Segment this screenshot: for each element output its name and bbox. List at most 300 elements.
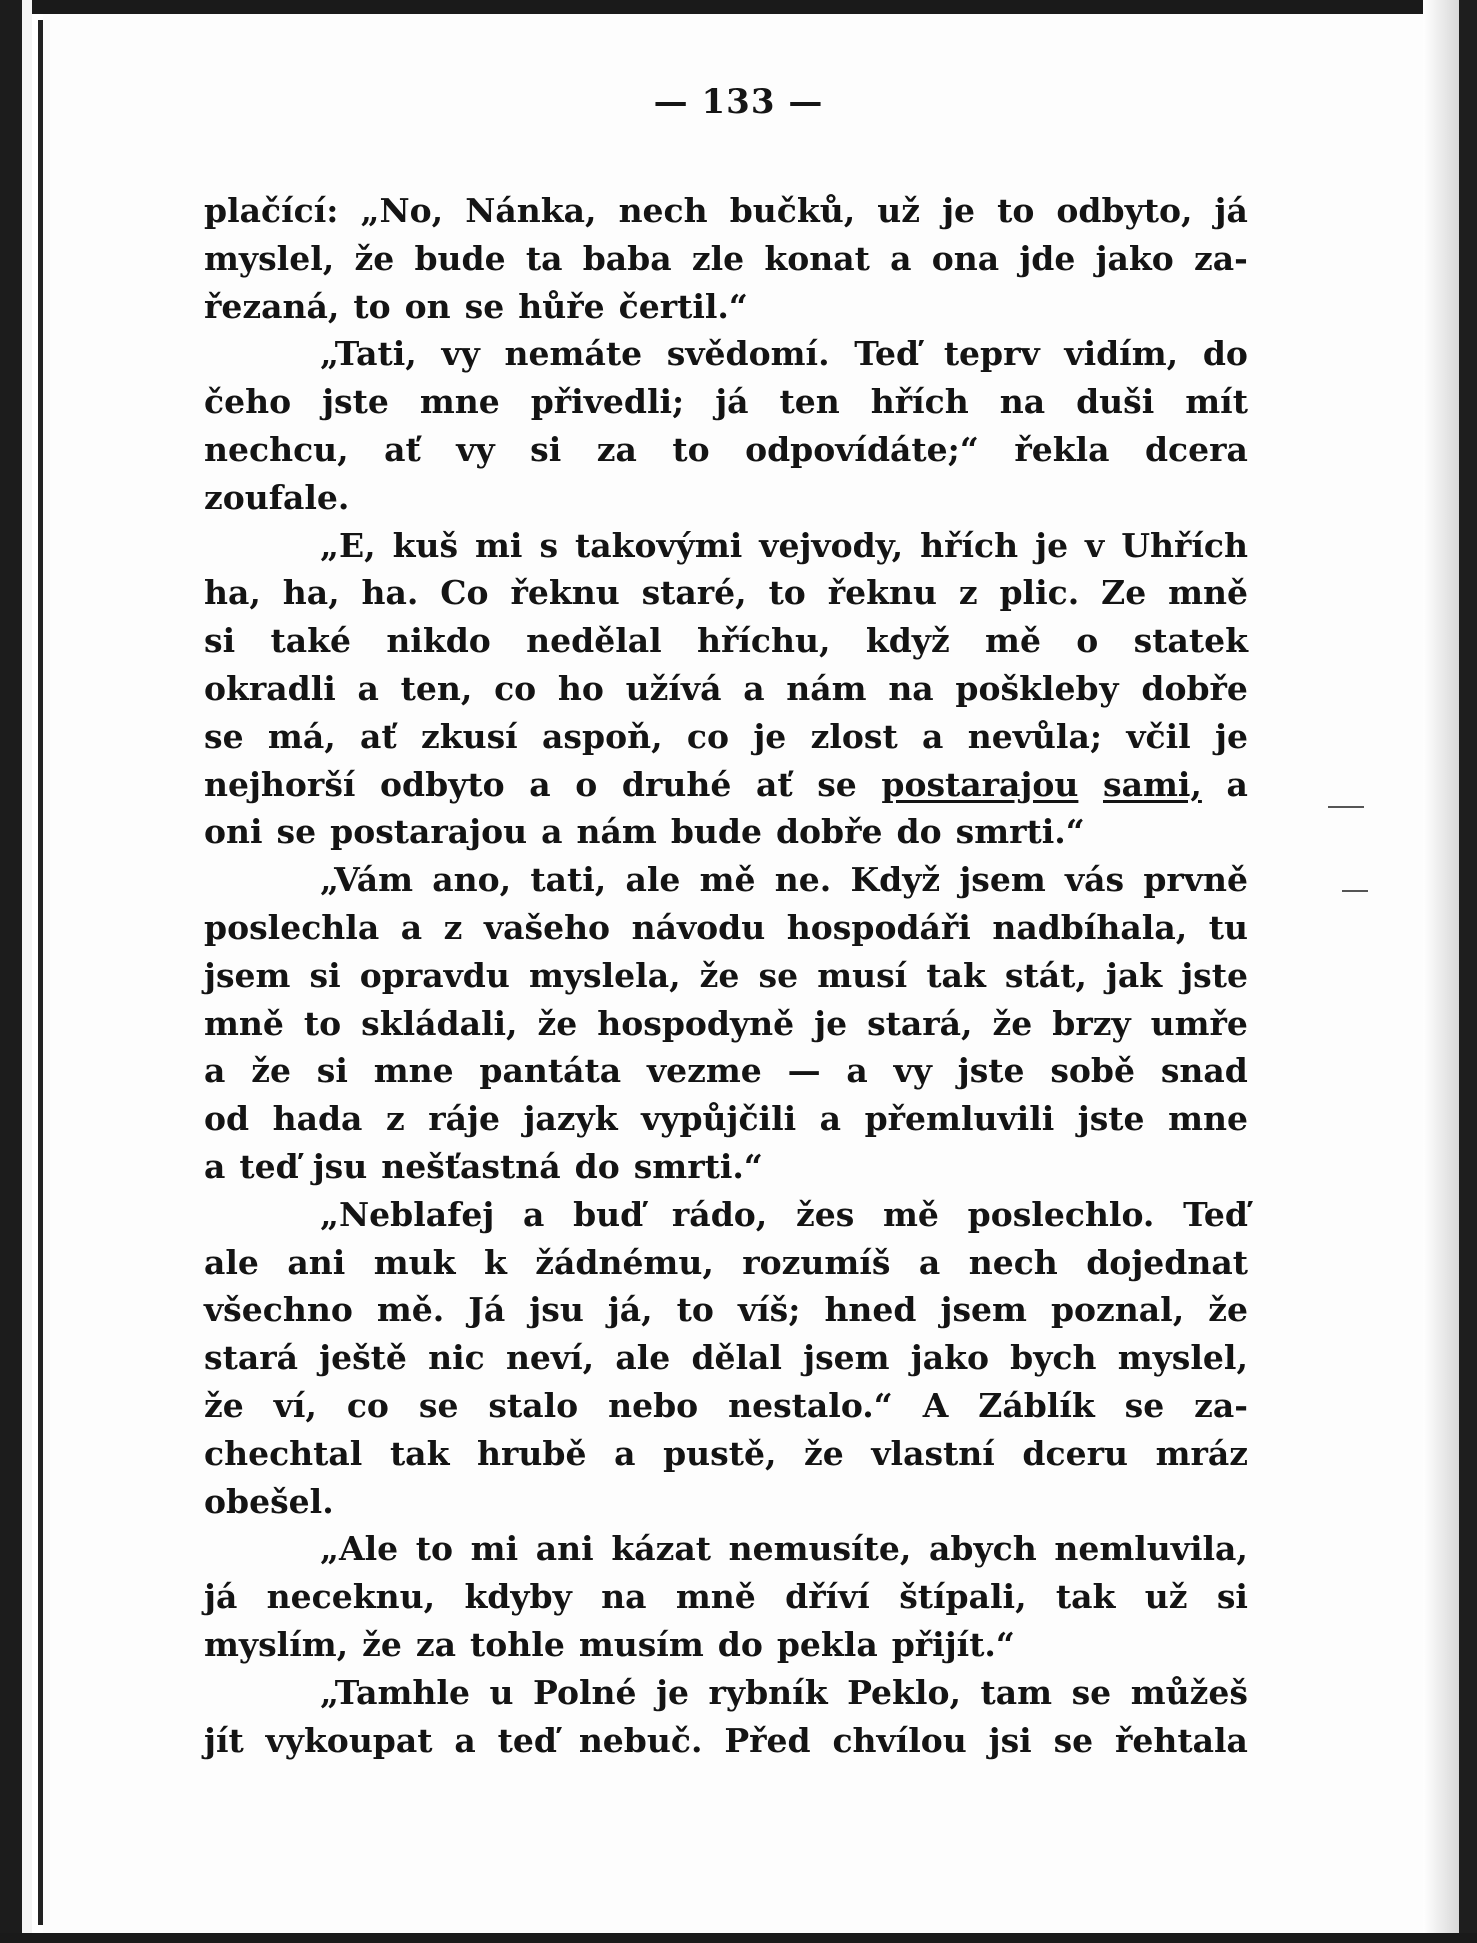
word: řeknu: [827, 573, 937, 613]
word: za-: [1194, 238, 1248, 278]
word: žes: [795, 1194, 855, 1234]
margin-dash: [1342, 890, 1368, 892]
word: Já: [468, 1290, 506, 1330]
word: sami,: [1103, 764, 1202, 804]
word: „Neblafej: [320, 1194, 495, 1234]
text-line: [204, 1573, 1248, 1621]
word: Nánka,: [465, 191, 597, 230]
text-line: [204, 1478, 1248, 1526]
word: smrti.“: [955, 812, 1085, 852]
word: z: [385, 1099, 405, 1139]
word: baba: [582, 238, 672, 278]
word: a: [918, 1242, 941, 1282]
word: hůře: [518, 286, 605, 326]
word: a: [614, 1433, 636, 1473]
word: bych: [1010, 1338, 1097, 1378]
word: že: [1208, 1290, 1248, 1330]
word: jako: [1095, 238, 1174, 278]
word: odbyto: [380, 764, 505, 804]
word: postarajou: [330, 812, 528, 852]
scan-border-left: [0, 0, 22, 1943]
word: přemluvili: [864, 1099, 1055, 1139]
word: k: [483, 1242, 507, 1282]
word: ha,: [282, 573, 340, 613]
word: nic: [428, 1338, 485, 1378]
text-line: [204, 1382, 1248, 1430]
word: opravdu: [359, 955, 510, 995]
word: dělal: [691, 1338, 782, 1378]
word: jako: [910, 1338, 989, 1378]
word: ten: [779, 382, 840, 422]
word: duši: [1076, 382, 1155, 422]
word: hříchu,: [697, 621, 831, 661]
word: a: [204, 1051, 226, 1091]
text-line: [204, 187, 1248, 235]
word: mě: [985, 621, 1041, 661]
text-line: [204, 330, 1248, 378]
word: už: [877, 191, 921, 230]
word: mi: [475, 525, 523, 565]
word: a: [922, 716, 944, 756]
word: mně: [204, 1003, 284, 1043]
word: že: [992, 1003, 1033, 1043]
word: zoufale.: [204, 477, 350, 517]
word: za-: [1194, 1385, 1248, 1425]
word: jsu: [529, 1290, 584, 1330]
text-line: [204, 1000, 1248, 1048]
body-text: [204, 187, 1248, 1764]
word: a: [454, 1720, 476, 1760]
word: mne: [373, 1051, 454, 1091]
word: rádo,: [671, 1194, 768, 1234]
text-line: [204, 1669, 1248, 1717]
word: a: [819, 1099, 842, 1139]
word: z: [443, 907, 463, 947]
word: mě.: [376, 1290, 445, 1330]
word: mne: [419, 382, 500, 422]
text-line: [204, 569, 1248, 617]
word: chechtal: [204, 1433, 363, 1473]
word: dobře: [1141, 668, 1248, 708]
word: nedělal: [526, 621, 662, 661]
word: vykoupat: [265, 1720, 433, 1760]
word: teď: [497, 1720, 557, 1760]
word: musí: [817, 955, 908, 995]
text-line: [204, 522, 1248, 570]
word: ne.: [774, 860, 832, 900]
word: nech: [618, 191, 708, 230]
word: vy: [441, 334, 480, 374]
word: ani: [535, 1529, 594, 1569]
word: tohle: [470, 1624, 565, 1664]
word: stalo: [488, 1385, 579, 1425]
scan-border-right: [1459, 0, 1477, 1943]
word: stát,: [1004, 955, 1087, 995]
word: vezme: [646, 1051, 762, 1091]
word: hřích: [920, 525, 1019, 565]
word: „Vám: [320, 860, 414, 900]
word: nemusíte,: [728, 1529, 912, 1569]
word: zkusí: [421, 716, 518, 756]
word: zle: [691, 238, 745, 278]
word: buď: [573, 1194, 644, 1234]
word: už: [1144, 1577, 1188, 1617]
word: myslel,: [204, 238, 335, 278]
text-line: [204, 713, 1248, 761]
word: víš;: [737, 1290, 801, 1330]
word: že: [354, 238, 395, 278]
word: se: [817, 764, 857, 804]
word: plačící:: [204, 191, 339, 230]
word: jak: [1105, 955, 1163, 995]
word: to: [997, 191, 1035, 230]
word: poznal,: [1050, 1290, 1185, 1330]
page-edge-shadow: [1423, 0, 1459, 1943]
word: kuš: [392, 525, 459, 565]
word: o: [575, 764, 598, 804]
word: se: [276, 812, 317, 852]
word: za: [596, 429, 637, 469]
word: a: [522, 1194, 545, 1234]
word: včil: [1126, 716, 1191, 756]
word: ještě: [319, 1338, 407, 1378]
word: s: [539, 525, 559, 565]
word: pošklebу: [955, 668, 1120, 708]
word: dceru: [1022, 1433, 1128, 1473]
word: vejvody,: [759, 525, 904, 565]
word: muk: [373, 1242, 456, 1282]
word: tam: [980, 1672, 1053, 1712]
word: ta: [525, 238, 563, 278]
word: to: [303, 1003, 342, 1043]
word: za: [415, 1624, 457, 1664]
word: nevůla;: [967, 716, 1103, 756]
word: dojednat: [1086, 1242, 1248, 1282]
word: bučků,: [729, 191, 856, 230]
word: bude: [670, 812, 762, 852]
word: poslechla: [204, 907, 380, 947]
word: co: [346, 1385, 389, 1425]
word: a: [1226, 764, 1248, 804]
word: neví,: [505, 1338, 595, 1378]
word: hospodyně: [597, 1003, 795, 1043]
word: nestalo.“: [728, 1385, 893, 1425]
word: prvně: [1143, 860, 1248, 900]
word: mě: [699, 860, 756, 900]
word: si: [530, 429, 562, 469]
word: já,: [607, 1290, 653, 1330]
word: do: [1202, 334, 1248, 374]
text-line: [204, 1334, 1248, 1382]
word: hospodáři: [786, 907, 971, 947]
word: se: [1071, 1672, 1112, 1712]
word: rozumíš: [742, 1242, 891, 1282]
word: vy: [893, 1051, 932, 1091]
word: pantáta: [479, 1051, 622, 1091]
text-line: [204, 1525, 1248, 1573]
word: se: [464, 286, 505, 326]
word: že: [251, 1051, 291, 1091]
word: nechcu,: [204, 429, 349, 469]
text-line: [204, 617, 1248, 665]
word: a: [541, 812, 563, 852]
text-line: [204, 1143, 1248, 1191]
word: nemáte: [504, 334, 643, 374]
word: teprv: [943, 334, 1040, 374]
text-line: [204, 904, 1248, 952]
word: myslím,: [204, 1624, 349, 1664]
word: co: [494, 668, 537, 708]
word: mne: [1168, 1099, 1248, 1139]
text-line: [204, 1095, 1248, 1143]
word: že: [204, 1385, 244, 1425]
word: ale: [615, 1338, 671, 1378]
text-line: [204, 952, 1248, 1000]
word: tati,: [530, 860, 607, 900]
word: o: [1076, 621, 1099, 661]
word: to: [415, 1529, 454, 1569]
word: já: [715, 382, 749, 422]
word: tak: [926, 955, 986, 995]
word: si: [309, 955, 341, 995]
word: je: [1215, 716, 1248, 756]
word: nešťastná: [381, 1146, 561, 1186]
word: ha.: [361, 573, 419, 613]
word: je: [753, 716, 787, 756]
text-line: [204, 1717, 1248, 1765]
word: všechno: [204, 1290, 353, 1330]
word: pustě,: [663, 1433, 777, 1473]
word: se: [758, 955, 799, 995]
word: na: [601, 1577, 647, 1617]
word: je: [814, 1003, 848, 1043]
word: „Ale: [320, 1529, 399, 1569]
word: nebuč.: [578, 1720, 703, 1760]
word: co: [686, 716, 730, 756]
text-line: [204, 761, 1248, 809]
word: z: [958, 573, 978, 613]
text-line: [204, 856, 1248, 904]
word: od: [204, 1099, 250, 1139]
word: řekla: [1014, 429, 1110, 469]
word: hřích: [870, 382, 969, 422]
word: teď: [239, 1146, 299, 1186]
word: ráje: [428, 1099, 500, 1139]
word: ha,: [204, 573, 261, 613]
word: Před: [724, 1720, 811, 1760]
word: to: [353, 286, 391, 326]
word: mi: [470, 1529, 519, 1569]
text-line: [204, 1047, 1248, 1095]
word: „Tamhle: [320, 1672, 470, 1712]
word: smrti.“: [633, 1146, 763, 1186]
word: se: [1053, 1720, 1094, 1760]
word: jsem: [940, 1290, 1027, 1330]
text-line: [204, 235, 1248, 283]
word: dříví: [785, 1577, 870, 1617]
word: takovými: [575, 525, 743, 565]
word: mráz: [1155, 1433, 1248, 1473]
word: Polné: [533, 1672, 637, 1712]
word: se: [1124, 1385, 1165, 1425]
word: ať: [755, 764, 793, 804]
word: „No,: [360, 191, 444, 230]
word: nám: [576, 812, 657, 852]
word: hada: [272, 1099, 363, 1139]
word: si: [1216, 1577, 1248, 1617]
word: ona: [931, 238, 1000, 278]
word: jsem: [959, 860, 1046, 900]
word: nebo: [608, 1385, 699, 1425]
text-line: [204, 1286, 1248, 1334]
word: jsi: [988, 1720, 1032, 1760]
word: když: [865, 621, 950, 661]
word: ať: [360, 716, 397, 756]
word: si: [204, 621, 236, 661]
word: Záblík: [978, 1385, 1095, 1425]
word: neceknu,: [266, 1577, 436, 1617]
word: vlastní: [871, 1433, 995, 1473]
word: užívá: [625, 668, 722, 708]
word: aspoň,: [542, 716, 663, 756]
word: jste: [1181, 955, 1248, 995]
word: vypůjčili: [641, 1099, 797, 1139]
word: se: [418, 1385, 459, 1425]
word: nikdo: [386, 621, 491, 661]
page-number: — 133 —: [653, 82, 824, 122]
word: postarajou: [881, 764, 1079, 804]
word: svědomí.: [666, 334, 830, 374]
word: čeho: [204, 382, 292, 422]
word: řehtala: [1115, 1720, 1248, 1760]
text-line: [204, 283, 1248, 331]
word: mně: [1168, 573, 1248, 613]
word: a: [204, 1146, 226, 1186]
word: bude: [414, 238, 506, 278]
word: že: [362, 1624, 402, 1664]
word: musím: [578, 1624, 704, 1664]
word: kdyby: [464, 1577, 572, 1617]
word: vidím,: [1064, 334, 1179, 374]
word: kázat: [611, 1529, 711, 1569]
word: jste: [957, 1051, 1025, 1091]
word: stará: [204, 1338, 298, 1378]
word: on: [404, 286, 451, 326]
word: chvílou: [832, 1720, 967, 1760]
word: plic.: [999, 573, 1080, 613]
word: a: [743, 668, 765, 708]
word: jazyk: [523, 1099, 618, 1139]
text-line: [204, 665, 1248, 713]
word: A: [922, 1385, 949, 1425]
word: má,: [267, 716, 336, 756]
text-line: [204, 1621, 1248, 1669]
word: tu: [1208, 907, 1248, 947]
word: zlost: [810, 716, 898, 756]
word: je: [656, 1672, 689, 1712]
word: jste: [1077, 1099, 1145, 1139]
word: oni: [204, 812, 263, 852]
word: také: [270, 621, 351, 661]
word: přivedli;: [530, 382, 685, 422]
word: jsem: [803, 1338, 890, 1378]
word: štípali,: [899, 1577, 1027, 1617]
word: mě: [883, 1194, 939, 1234]
word: je: [942, 191, 976, 230]
word: nadbíhala,: [992, 907, 1188, 947]
word: jde: [1019, 238, 1076, 278]
word: Uhřích: [1121, 525, 1248, 565]
word: myslela,: [528, 955, 681, 995]
word: statek: [1133, 621, 1248, 661]
word: návodu: [631, 907, 766, 947]
word: snad: [1160, 1051, 1248, 1091]
text-line: [204, 1191, 1248, 1239]
word: na: [888, 668, 934, 708]
word: nemluvila,: [1054, 1529, 1248, 1569]
word: okradli: [204, 668, 336, 708]
scan-border-top: [0, 0, 1477, 14]
word: pekla: [776, 1624, 878, 1664]
word: nech: [968, 1242, 1058, 1282]
word: „E,: [320, 525, 376, 565]
word: čertil.“: [618, 286, 748, 326]
word: řezaná,: [204, 286, 340, 326]
word: ano,: [432, 860, 512, 900]
word: ale: [625, 860, 681, 900]
word: u: [489, 1672, 514, 1712]
text-line: [204, 474, 1248, 522]
word: se: [204, 716, 244, 756]
word: —: [787, 1051, 821, 1091]
word: poslechlo.: [967, 1194, 1155, 1234]
word: a: [529, 764, 551, 804]
word: můžeš: [1130, 1672, 1248, 1712]
text-line: [204, 1239, 1248, 1287]
word: obešel.: [204, 1481, 334, 1521]
text-line: [204, 808, 1248, 856]
word: abych: [929, 1529, 1037, 1569]
word: že: [804, 1433, 844, 1473]
word: ale: [204, 1242, 259, 1282]
word: a: [846, 1051, 868, 1091]
word: odbyto,: [1056, 191, 1193, 230]
word: druhé: [621, 764, 732, 804]
scan-gutter: [22, 0, 32, 1943]
word: dcera: [1144, 429, 1248, 469]
word: já: [1214, 191, 1248, 230]
word: v: [1085, 525, 1105, 565]
word: umře: [1150, 1003, 1248, 1043]
word: skládali,: [361, 1003, 518, 1043]
word: mít: [1185, 382, 1248, 422]
word: ani: [287, 1242, 346, 1282]
word: Ze: [1101, 573, 1147, 613]
word: tak: [389, 1433, 450, 1473]
text-line: [204, 378, 1248, 426]
word: tak: [1055, 1577, 1116, 1617]
word: rybník: [708, 1672, 828, 1712]
word: to: [768, 573, 806, 613]
word: staré,: [641, 573, 747, 613]
word: jít: [204, 1720, 244, 1760]
word: Teď: [1183, 1194, 1248, 1234]
scan-border-bottom: [0, 1933, 1477, 1943]
text-line: [204, 1430, 1248, 1478]
word: „Tati,: [320, 334, 417, 374]
word: sobě: [1050, 1051, 1136, 1091]
word: vašeho: [483, 907, 611, 947]
